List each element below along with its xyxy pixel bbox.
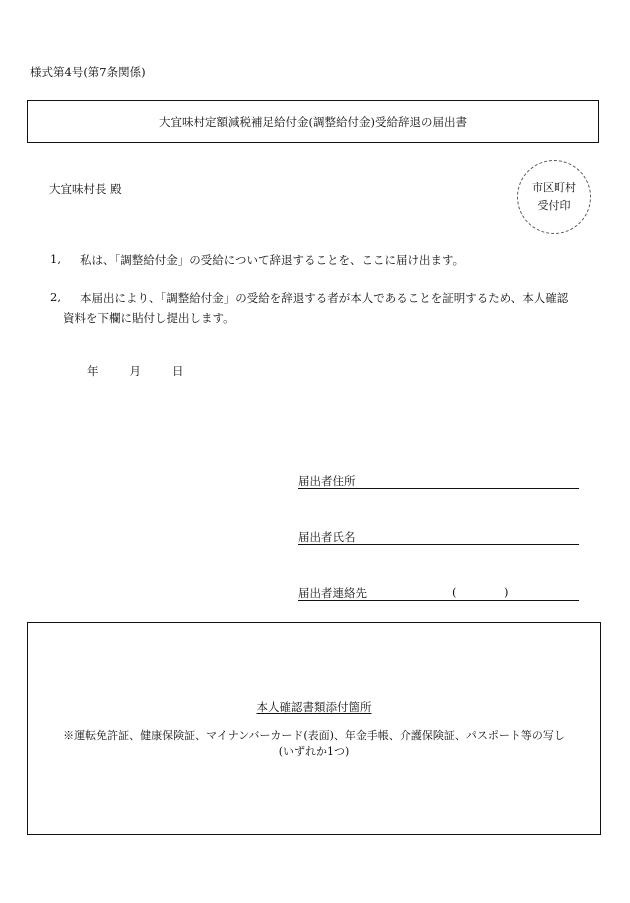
date-year: 年 [87, 364, 99, 378]
contact-paren-open: ( [452, 585, 457, 599]
document-title: 大宜味村定額減税補足給付金(調整給付金)受給辞退の届出書 [159, 114, 467, 129]
form-number: 様式第4号(第7条関係) [30, 65, 146, 79]
contact-label: 届出者連絡先 [298, 586, 367, 600]
date-day: 日 [172, 364, 184, 378]
attachment-title: 本人確認書類添付箇所 [256, 700, 372, 714]
stamp-label-line1: 市区町村 [532, 181, 576, 194]
addressee: 大宜味村長 殿 [49, 182, 122, 196]
date-row [87, 363, 215, 379]
id-document-attachment-area[interactable] [27, 622, 601, 835]
address-label: 届出者住所 [298, 474, 356, 488]
item-number: 2, [50, 290, 61, 304]
name-field[interactable] [298, 529, 579, 545]
name-label: 届出者氏名 [298, 530, 356, 544]
attachment-note: ※運転免許証、健康保険証、マイナンバーカード(表面)、年金手帳、介護保険証、パスポート等の写し [63, 729, 565, 742]
address-field[interactable] [298, 473, 579, 489]
item-text-continued: 資料を下欄に貼付し提出します。 [63, 311, 235, 325]
contact-paren-close: ) [504, 585, 509, 599]
contact-field[interactable] [298, 585, 579, 601]
stamp-label-line2: 受付印 [537, 199, 571, 212]
statement-item-1 [0, 252, 630, 270]
item-number: 1, [50, 252, 61, 266]
attachment-note-sub: (いずれか1つ) [278, 745, 350, 758]
item-text: 本届出により、「調整給付金」の受給を辞退する者が本人であることを証明するため、本人確認 [80, 291, 569, 305]
statement-item-2 [0, 290, 630, 330]
title-box [27, 100, 599, 143]
reception-stamp-area [517, 160, 591, 234]
date-month: 月 [129, 364, 141, 378]
item-text: 私は、「調整給付金」の受給について辞退することを、ここに届け出ます。 [80, 253, 465, 267]
